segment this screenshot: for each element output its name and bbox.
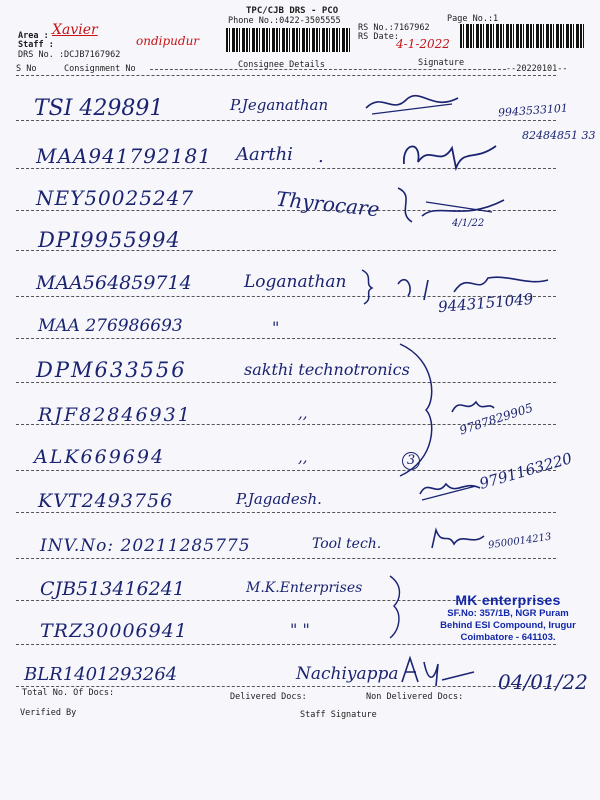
consignment-number: RJF82846931 (38, 404, 192, 426)
signature (398, 652, 478, 688)
consignment-number: TRZ30006941 (40, 620, 188, 642)
consignment-number: NEY50025247 (36, 186, 195, 210)
company-stamp (418, 592, 598, 644)
group-bracket (386, 572, 406, 642)
signature (428, 526, 488, 552)
consignment-number: DPM633556 (36, 358, 187, 382)
signature-note: 9943533101 (497, 101, 569, 120)
consignment-number: MAA941792181 (36, 144, 212, 168)
consignee-name: M.K.Enterprises (246, 580, 363, 596)
rs-date-value: 4-1-2022 (396, 37, 450, 51)
signature-date: 4/1/22 (452, 218, 485, 229)
signature-note: 9791163220 (477, 449, 575, 493)
staff-label: Staff : (18, 40, 54, 50)
area-value: Xavier (52, 22, 98, 38)
consignee-ditto: " " (290, 620, 310, 639)
consignment-number: INV.No: 20211285775 (40, 536, 251, 556)
consignment-count: 3 (402, 452, 420, 470)
stamp-address-line-2: Behind ESI Compound, Irugur (440, 620, 576, 631)
consignment-number: MAA564859714 (36, 272, 192, 294)
consignment-number: MAA 276986693 (38, 316, 183, 336)
signature (362, 90, 462, 120)
delivered-docs-label: Delivered Docs: (230, 692, 307, 702)
consignee-name: P.Jeganathan (230, 96, 329, 114)
row-rule (16, 558, 556, 559)
rs-number: RS No.:7167962 (358, 23, 430, 33)
consignment-number: BLR1401293264 (24, 664, 178, 685)
signature (416, 474, 486, 504)
signature (400, 138, 500, 172)
consignee-ditto: ,, (298, 404, 308, 422)
consignment-number: DPI9955994 (38, 228, 181, 252)
rs-date-label: RS Date: (358, 32, 399, 42)
consignee-dot: . (318, 146, 324, 167)
staff-signature-label: Staff Signature (300, 710, 377, 720)
barcode-left (226, 28, 350, 52)
row-rule (16, 470, 556, 471)
barcode-right (460, 24, 584, 48)
consignee-name: Nachiyappa (296, 664, 399, 684)
consignee-name: Loganathan (244, 272, 347, 292)
consignment-number: TSI 429891 (34, 96, 164, 121)
column-consignee-header: Consignee Details (238, 60, 325, 70)
consignee-name: Thyrocare (275, 186, 381, 222)
column-signature-header: Signature (418, 58, 465, 68)
stamp-address-line-1: SF.No: 357/1B, NGR Puram (447, 608, 569, 619)
consignee-ditto: ,, (298, 448, 308, 466)
column-date-header: --20220101-- (506, 64, 568, 74)
phone-number: Phone No.:0422-3505555 (228, 16, 341, 26)
header-rule (150, 69, 506, 70)
non-delivered-docs-label: Non Delivered Docs: (366, 692, 464, 702)
column-consignment-header: Consignment No (64, 64, 136, 74)
header-underline (16, 75, 556, 76)
column-sno-header: S No (16, 64, 37, 74)
signature-note: 9443151049 (437, 289, 535, 317)
consignment-number: ALK669694 (34, 446, 166, 468)
row-rule (16, 338, 556, 339)
signature-note: 9500014213 (487, 531, 553, 552)
consignee-name: Aarthi (236, 144, 293, 165)
consignment-number: KVT2493756 (38, 490, 174, 512)
consignment-number: CJB513416241 (40, 578, 185, 600)
signature-note: 9787829905 (457, 400, 535, 438)
verified-by-label: Verified By (20, 708, 77, 718)
consignee-ditto: " (272, 318, 280, 337)
staff-value: ondipudur (136, 34, 200, 48)
row-rule (16, 512, 556, 513)
page-number: Page No.:1 (447, 14, 499, 24)
form-title: TPC/CJB DRS - PCO (246, 6, 339, 16)
signature-note: 82484851 33 (522, 129, 596, 142)
stamp-address-line-3: Coimbatore - 641103. (460, 632, 556, 643)
stamp-name: MK enterprises (455, 592, 561, 608)
total-docs-label: Total No. Of Docs: (22, 688, 115, 698)
drs-number: DRS No. :DCJB7167962 (18, 50, 121, 60)
delivery-date: 04/01/22 (498, 670, 588, 694)
consignee-name: P.Jagadesh. (236, 490, 322, 508)
consignee-name: sakthi technotronics (244, 360, 410, 379)
area-label: Area : (18, 31, 49, 41)
consignee-name: Tool tech. (312, 536, 382, 552)
row-rule (16, 382, 556, 383)
row-rule (16, 644, 556, 645)
